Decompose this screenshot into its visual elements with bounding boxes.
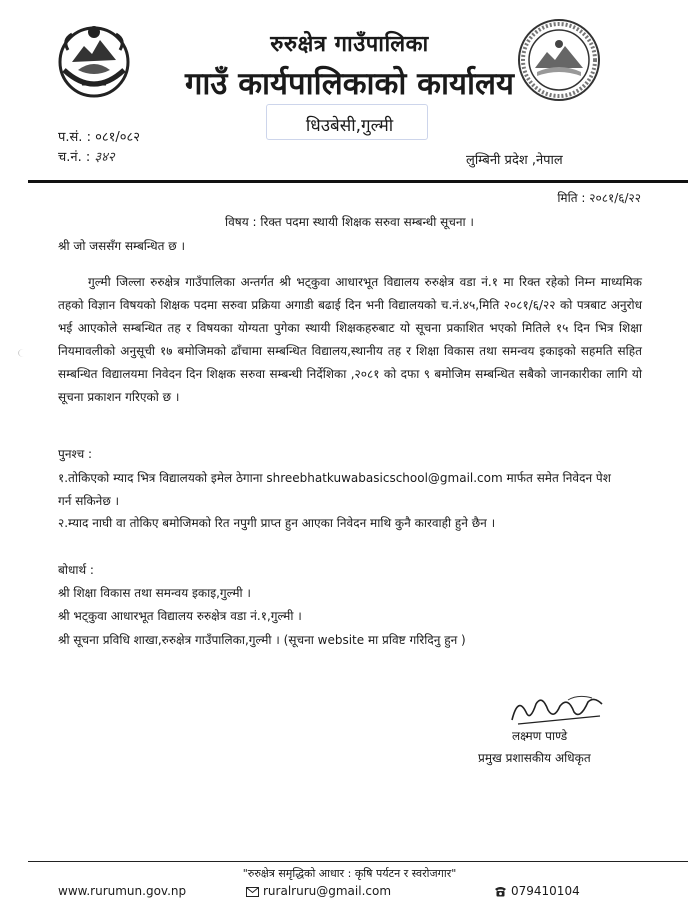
municipality-name: रुरुक्षेत्र गाउँपालिका bbox=[270, 32, 429, 57]
letter-body: गुल्मी जिल्ला रुरुक्षेत्र गाउँपालिका अन्तर्गत श्री भट्कुवा आधारभूत विद्यालय रुरुक्षेत्र वडा नं.१ मा रिक्त रहेको निम्न माध्यमिक तहको विज्ञान विषयको शिक्षक पदमा सरुवा प्रक्रिया अगाडी बढाई दिन भनी विद्यालयको च.नं.४५,मिति २०८१/६/२२ को पत्रबाट अनुरोध भई आएकोले सम्बन्धित तह र विषयका योग्यता पुगेका स्थायी शिक्षकहरुबाट यो सूचना प्रकाशित भएको मितिले १५ दिन भित्र शिक्षा नियमावलीको अनुसूची १७ बमोजिमको ढाँचामा सम्बन्धित विद्यालय,स्थानीय तह र शिक्षा विकास तथा समन्वय इकाइको सहमति सहित सम्बन्धित विद्यालयमा निवेदन दिन शिक्षक सरुवा सम्बन्धी निर्देशिका ,२०८१ को दफा ९ बमोजिम सम्बन्धित सबैको जानकारीका लागि यो सूचना प्रकाशन गरिएको छ । bbox=[58, 275, 642, 404]
signer-name: लक्ष्मण पाण्डे bbox=[512, 729, 568, 743]
postscript-item-2: २.म्याद नाघी वा तोकिए बमोजिमको रित नपुगी प्राप्त हुन आएका निवेदन माथि कुनै कारवाही हुने छैन । bbox=[58, 516, 496, 530]
footer-slogan: "रुरुक्षेत्र समृद्धिको आधार : कृषि पर्यटन र स्वरोजगार" bbox=[242, 867, 457, 880]
footer-phone bbox=[494, 884, 580, 898]
punch-hole-mark bbox=[18, 349, 29, 357]
phone-number: 079410104 bbox=[511, 884, 580, 898]
cc-item-2: श्री भट्कुवा आधारभूत विद्यालय रुरुक्षेत्र वडा नं.१,गुल्मी । bbox=[58, 609, 302, 623]
cc-item-3: श्री सूचना प्रविधि शाखा,रुरुक्षेत्र गाउँपालिका,गुल्मी । (सूचना website मा प्रविष्ट गरिदिनु हुन ) bbox=[58, 633, 466, 647]
letter-date: मिति : २०८१/६/२२ bbox=[557, 191, 641, 205]
reference-number: प.सं. : ०८१/०८२ bbox=[58, 130, 141, 145]
postscript-item-1: १.तोकिएको म्याद भित्र विद्यालयको इमेल ठेगाना shreebhatkuwabasicschool@gmail.com मार्फत समेत निवेदन पेश गर्न सकिनेछ । bbox=[58, 471, 611, 508]
footer-email bbox=[246, 884, 391, 898]
office-name: गाउँ कार्यपालिकाको कार्यालय bbox=[184, 66, 515, 102]
cc-item-1: श्री शिक्षा विकास तथा समन्वय इकाइ,गुल्मी । bbox=[58, 586, 251, 600]
postscript-title: पुनश्च : bbox=[58, 447, 93, 461]
email-address: ruralruru@gmail.com bbox=[263, 884, 392, 898]
salutation: श्री जो जससँग सम्बन्धित छ । bbox=[58, 239, 186, 253]
handwritten-signature bbox=[508, 690, 608, 728]
cc-title: बोधार्थ : bbox=[58, 563, 94, 577]
signer-designation: प्रमुख प्रशासकीय अधिकृत bbox=[478, 751, 591, 765]
footer-divider bbox=[28, 861, 688, 862]
letter-subject: विषय : रिक्त पदमा स्थायी शिक्षक सरुवा सम्बन्धी सूचना । bbox=[225, 215, 474, 229]
office-address: धिउबेसी,गुल्मी bbox=[305, 116, 394, 136]
header-divider bbox=[28, 180, 688, 183]
dispatch-number bbox=[58, 147, 115, 165]
envelope-icon bbox=[246, 887, 259, 897]
dispatch-value: ३४२ bbox=[94, 150, 115, 165]
dispatch-label: च.नं. : bbox=[58, 150, 91, 165]
footer-website: www.rurumun.gov.np bbox=[58, 884, 187, 898]
province-address: लुम्बिनी प्रदेश ,नेपाल bbox=[466, 153, 563, 168]
telephone-icon bbox=[494, 886, 507, 897]
